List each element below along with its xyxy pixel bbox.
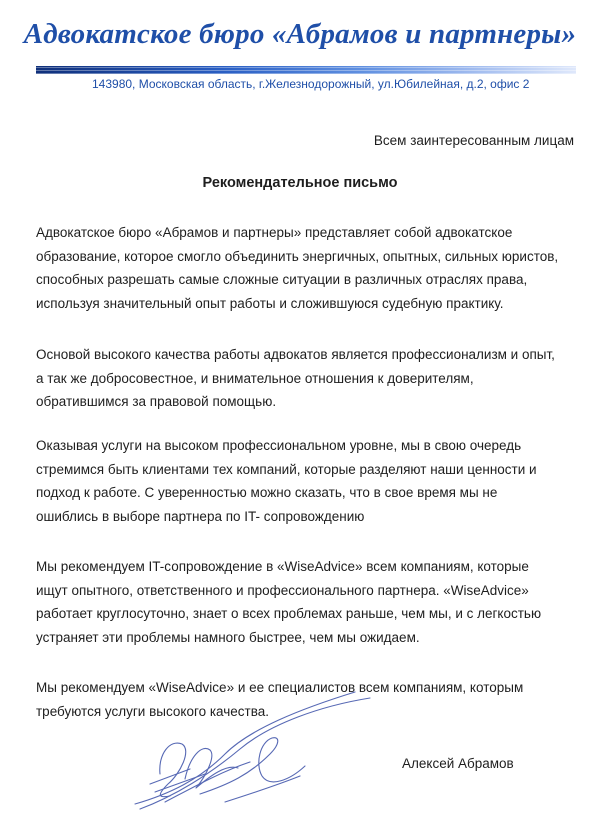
handwritten-signature	[130, 684, 390, 819]
paragraph-line: Основой высокого качества работы адвокатов является профессионализм и опыт,	[36, 347, 555, 362]
paragraph-line: Адвокатское бюро «Абрамов и партнеры» представляет собой адвокатское	[36, 225, 513, 240]
paragraph-line: Мы рекомендуем «WiseAdvice» и ее специалистов всем компаниям, которым	[36, 680, 524, 695]
letter-heading: Рекомендательное письмо	[202, 175, 398, 191]
paragraph-line: устраняет эти проблемы намного быстрее, чем мы ожидаем.	[36, 629, 420, 645]
signature-stroke	[200, 738, 305, 794]
paragraph-line: ошиблись в выборе партнера по IT- сопровождению	[36, 508, 365, 524]
signature-stroke	[225, 776, 300, 802]
paragraph-2	[36, 343, 581, 414]
paragraph-line: способных разрешать самые сложные ситуации в различных отраслях права,	[36, 272, 528, 288]
letterhead-address: 143980, Московская область, г.Железнодорожный, ул.Юбилейная, д.2, офис 2	[92, 77, 530, 91]
paragraph-line: а так же добросовестное, и внимательное отношения к доверителям,	[36, 370, 474, 386]
paragraph-line: используя значительный опыт работы и сложившуюся судебную практику.	[36, 295, 504, 311]
paragraph-line: обратившимся за правовой помощью.	[36, 394, 277, 410]
paragraph-3	[36, 434, 581, 528]
paragraph-line: ищут опытного, ответственного и профессионального партнера. «WiseAdvice»	[36, 582, 529, 598]
recipient-line: Всем заинтересованным лицам	[373, 133, 574, 148]
paragraph-line: образование, которое смогло объединить энергичных, опытных, сильных юристов,	[36, 248, 559, 264]
letterhead-title: Адвокатское бюро «Абрамов и партнеры»	[23, 18, 577, 50]
paragraph-line: требуются услуги высокого качества.	[36, 703, 270, 719]
paragraph-line: подход к работе. С уверенностью можно сказать, что в свое время мы не	[36, 485, 498, 501]
paragraph-4	[36, 555, 581, 649]
paragraph-line: работает круглосуточно, знает о всех проблемах раньше, чем мы, и с легкостью	[36, 606, 542, 622]
paragraph-1	[36, 221, 581, 315]
signer-name: Алексей Абрамов	[402, 756, 514, 771]
paragraph-line: Оказывая услуги на высоком профессиональном уровне, мы в свою очередь	[36, 438, 522, 453]
paragraph-line: Мы рекомендуем IT-сопровождение в «WiseAdvice» всем компаниям, которые	[36, 559, 529, 574]
letterhead-stripe-lines	[36, 66, 576, 74]
paragraph-line: стремимся быть клиентами тех компаний, которые разделяют наши ценности и	[36, 461, 537, 477]
